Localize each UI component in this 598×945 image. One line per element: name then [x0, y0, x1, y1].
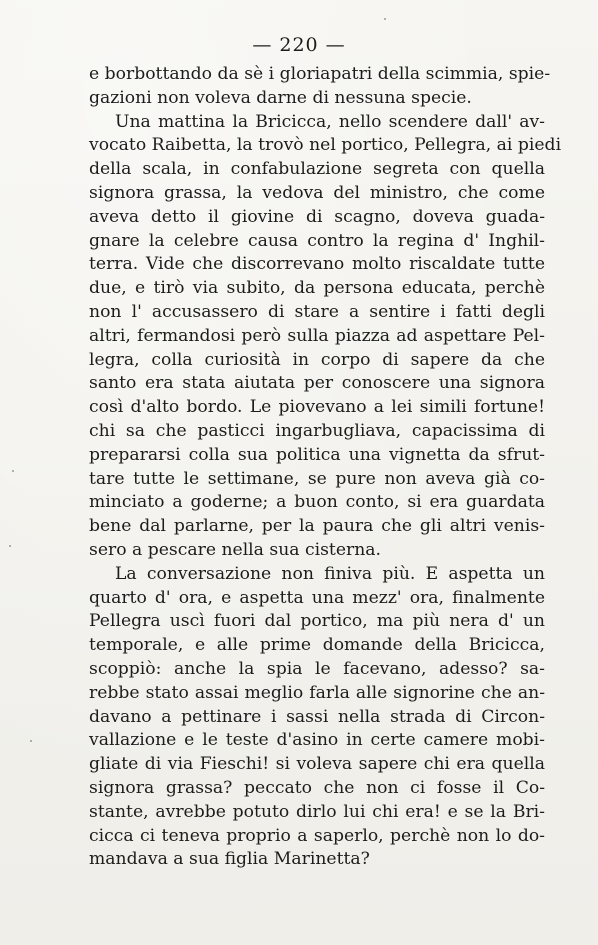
text-line: bene dal parlarne, per la paura che gli altri venis- — [89, 516, 545, 537]
text-line: così d'alto bordo. Le piovevano a lei simili fortune! — [89, 397, 545, 418]
text-line: minciato a goderne; a buon conto, si era guardata — [89, 492, 545, 513]
text-line: rebbe stato assai meglio farla alle signorine che an- — [89, 682, 545, 703]
text-line: aveva detto il giovine di scagno, doveva guada- — [89, 206, 545, 227]
text-line: gazioni non voleva darne di nessuna specie. — [89, 87, 472, 108]
paper-speck — [30, 740, 32, 742]
text-line: gliate di via Fieschi! si voleva sapere chi era quella — [89, 754, 545, 775]
text-line: e borbottando da sè i gloriapatri della scimmia, spie- — [89, 64, 551, 84]
text-line: vocato Raibetta, la trovò nel portico, Pellegra, ai piedi — [89, 135, 562, 156]
text-line: legra, colla curiosità in corpo di sapere da che — [89, 349, 545, 370]
text-line: scoppiò: anche la spia le facevano, adesso? sa- — [89, 658, 545, 679]
paper-speck — [12, 470, 14, 472]
text-line: due, e tirò via subito, da persona educata, perchè — [89, 278, 545, 299]
text-line: non l' accusassero di stare a sentire i fatti degli — [89, 301, 545, 322]
paper-speck — [384, 18, 386, 20]
body-text — [89, 63, 562, 872]
text-line: vallazione e le teste d'asino in certe camere mobi- — [89, 730, 545, 751]
text-line: stante, avrebbe potuto dirlo lui chi era! e se la Bri- — [89, 801, 545, 822]
page-number: — 220 — — [252, 34, 346, 56]
text-line: temporale, e alle prime domande della Bricicca, — [89, 635, 545, 656]
text-line: La conversazione non finiva più. E aspetta un — [115, 563, 545, 584]
text-line: davano a pettinare i sassi nella strada di Circon- — [89, 706, 545, 727]
text-line: terra. Vide che discorrevano molto riscaldate tutte — [89, 254, 545, 275]
text-line: altri, fermandosi però sulla piazza ad aspettare Pel- — [89, 325, 545, 346]
text-line: prepararsi colla sua politica una vignetta da sfrut- — [89, 444, 545, 465]
text-line: gnare la celebre causa contro la regina d' Inghil- — [89, 230, 545, 251]
text-line: signora grassa, la vedova del ministro, che come — [89, 182, 545, 203]
text-line: santo era stata aiutata per conoscere una signora — [89, 373, 545, 394]
text-line: Pellegra uscì fuori dal portico, ma più nera d' un — [89, 611, 545, 632]
text-line: tare tutte le settimane, se pure non aveva già co- — [89, 468, 545, 489]
text-line: signora grassa? peccato che non ci fosse il Co- — [89, 777, 545, 798]
text-line: quarto d' ora, e aspetta una mezz' ora, finalmente — [89, 587, 545, 608]
text-line: chi sa che pasticci ingarbugliava, capacissima di — [89, 420, 545, 441]
text-line: Una mattina la Bricicca, nello scendere dall' av- — [115, 111, 545, 132]
text-line: cicca ci teneva proprio a saperlo, perchè non lo do- — [89, 825, 545, 846]
paper-speck — [9, 545, 11, 547]
text-line: mandava a sua figlia Marinetta? — [89, 849, 370, 870]
text-line: sero a pescare nella sua cisterna. — [89, 539, 382, 560]
text-line: della scala, in confabulazione segreta con quella — [89, 159, 545, 180]
